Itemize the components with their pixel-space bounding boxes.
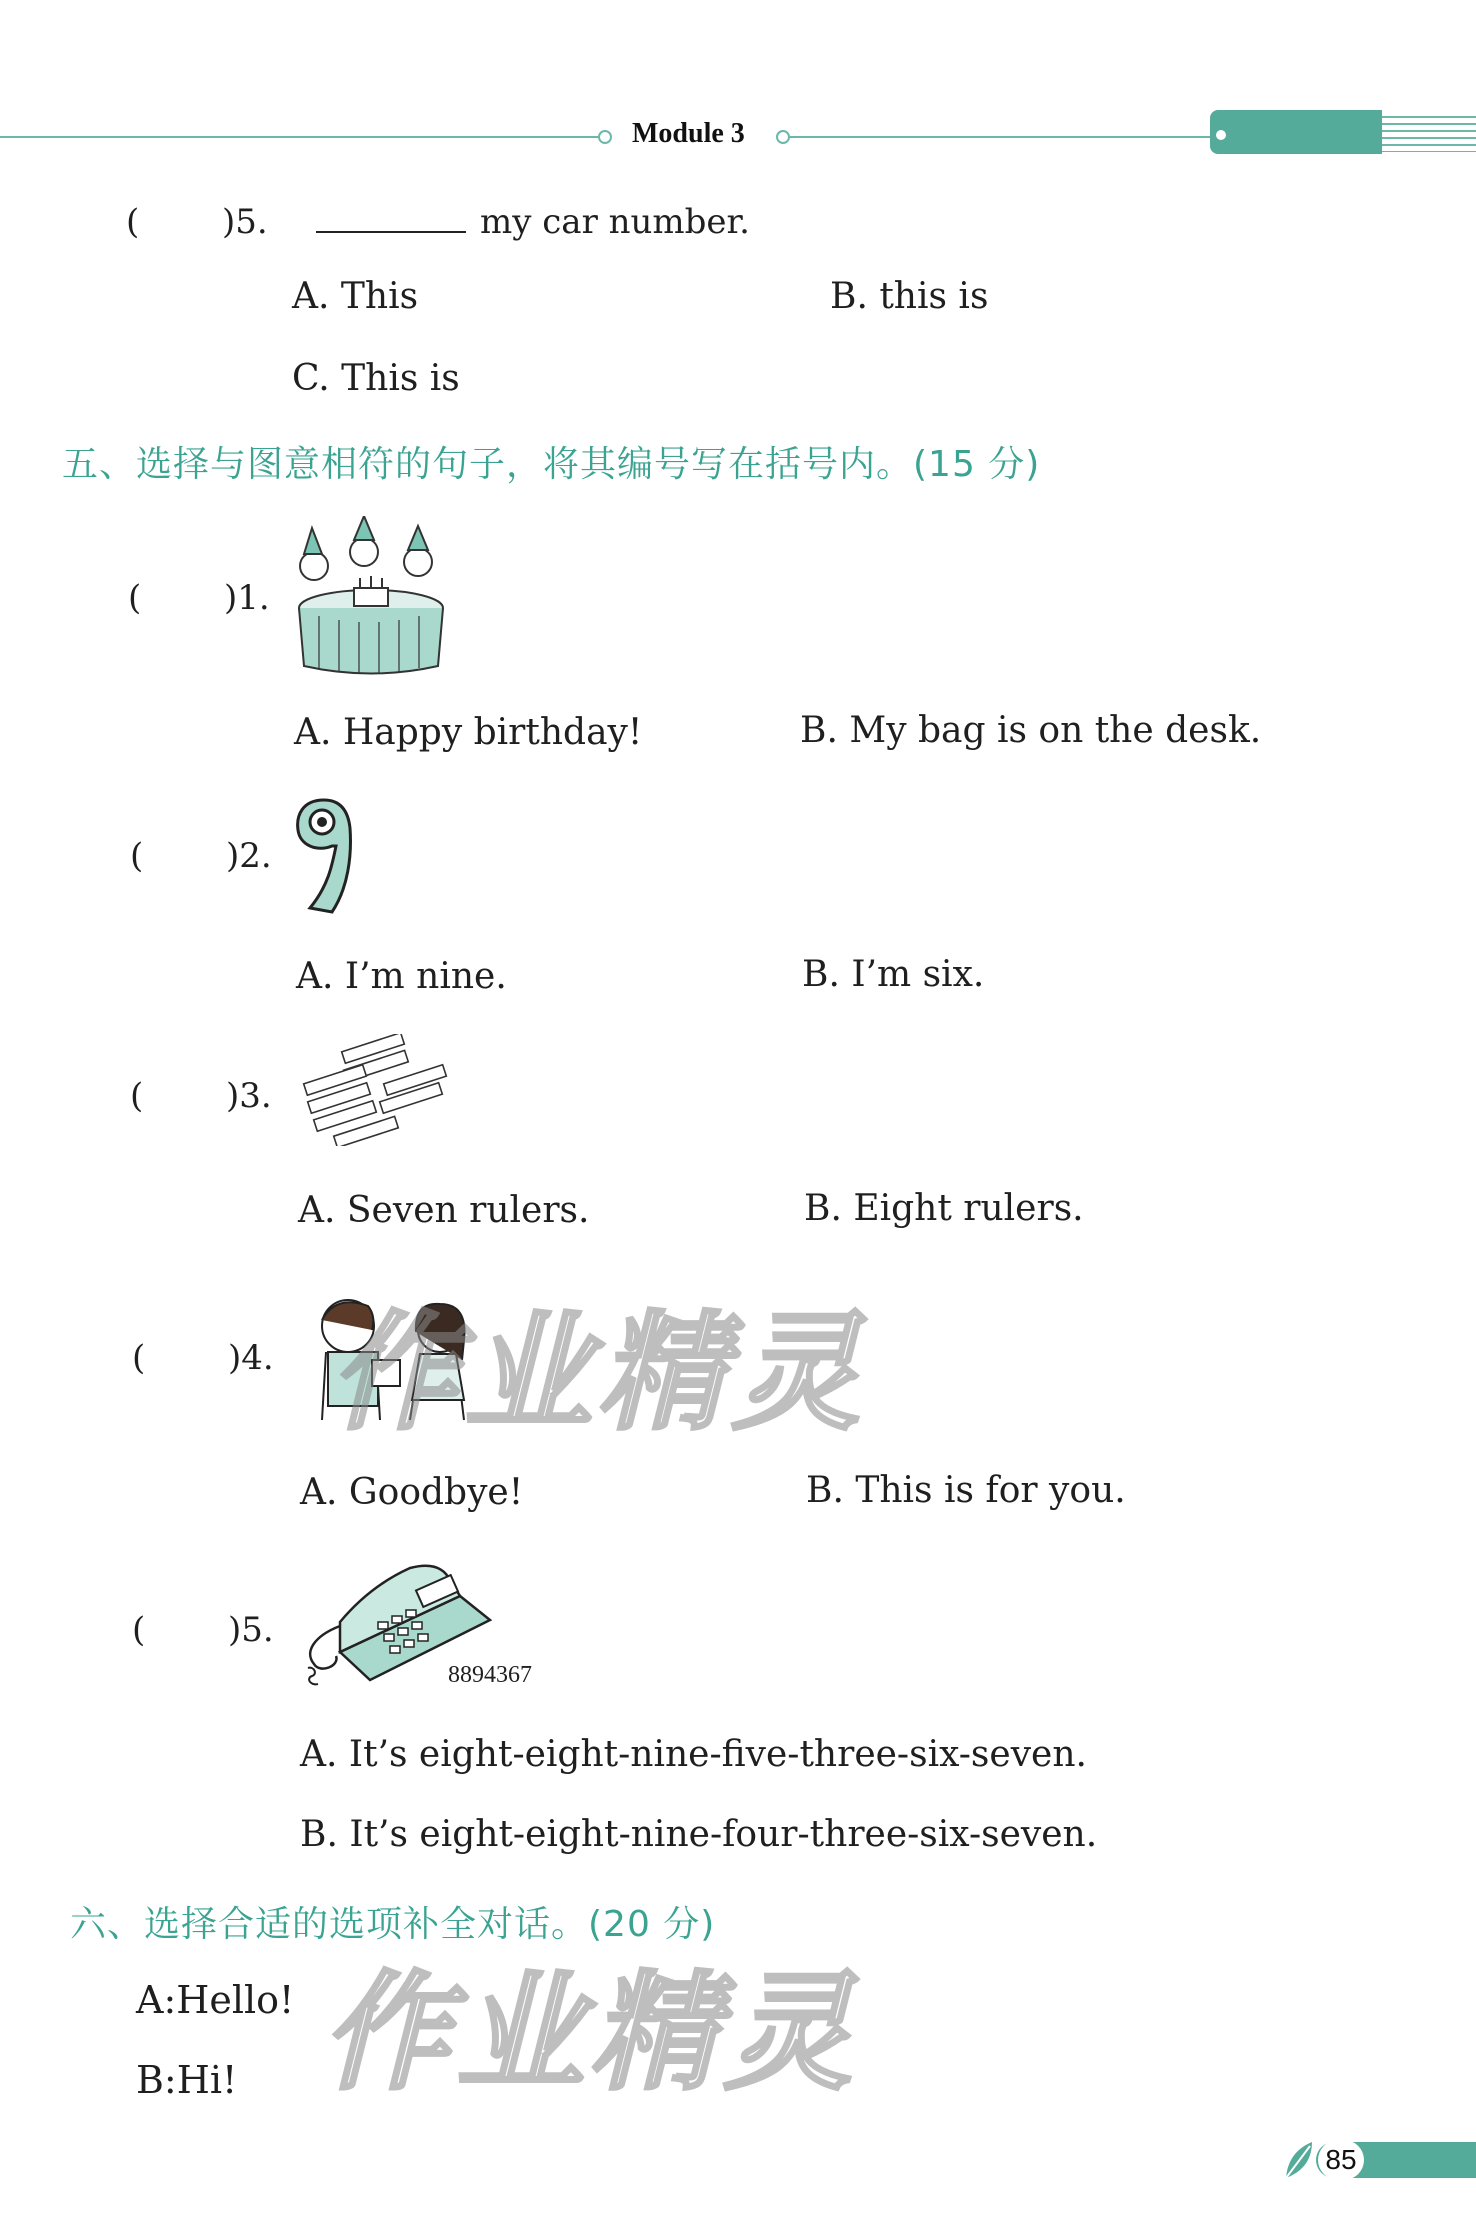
- prev-q5-option-a: A. This: [292, 276, 419, 317]
- header-rule-left: [0, 136, 600, 138]
- s5-q5-option-a: A. It’s eight-eight-nine-five-three-six-seven.: [300, 1734, 1087, 1775]
- page-number: 85: [1318, 2140, 1364, 2180]
- s5-q3-bracket: ( )3.: [130, 1076, 272, 1116]
- dialog-line-a: A:Hello!: [136, 1978, 295, 2022]
- s5-q2-option-b: B. I’m six.: [802, 954, 985, 995]
- watermark-upper: 作业精灵: [330, 1299, 867, 1448]
- s5-q3-option-a: A. Seven rulers.: [298, 1190, 590, 1231]
- s5-q2-bracket: ( )2.: [130, 836, 272, 876]
- section6-title: 六、选择合适的选项补全对话。(20 分): [70, 1904, 716, 1945]
- s5-q4-bracket: ( )4.: [132, 1338, 274, 1378]
- number-nine-picture: [292, 796, 356, 916]
- module-title: Module 3: [632, 118, 745, 149]
- answer-blank: [316, 203, 466, 233]
- prev-q5-answer-bracket: ( )5.: [126, 202, 268, 242]
- s5-q1-option-a: A. Happy birthday!: [294, 712, 643, 753]
- prev-q5-option-c: C. This is: [292, 358, 460, 399]
- s5-q2-option-a: A. I’m nine.: [296, 956, 507, 997]
- leaf-icon: [1282, 2138, 1318, 2182]
- header-rule-right: [790, 136, 1220, 138]
- s5-q4-option-a: A. Goodbye!: [300, 1472, 524, 1513]
- section5-title: 五、选择与图意相符的句子，将其编号写在括号内。(15 分): [62, 444, 1041, 485]
- s5-q3-option-b: B. Eight rulers.: [804, 1188, 1084, 1229]
- prev-q5-option-b: B. this is: [830, 276, 989, 317]
- s5-q5-option-b: B. It’s eight-eight-nine-four-three-six-seven.: [300, 1814, 1098, 1855]
- dialog-line-b: B:Hi!: [136, 2058, 238, 2102]
- s5-q1-option-b: B. My bag is on the desk.: [800, 710, 1262, 751]
- prev-q5-stem: my car number.: [308, 202, 750, 242]
- header-tab-dot: [1216, 130, 1226, 140]
- rulers-picture: [294, 1034, 454, 1146]
- header-stripes: [1382, 116, 1476, 152]
- watermark-lower: 作业精灵: [322, 1959, 859, 2108]
- header-dot-left: [598, 130, 612, 144]
- phone-number-label: 8894367: [448, 1662, 532, 1688]
- s5-q5-bracket: ( )5.: [132, 1610, 274, 1650]
- s5-q1-bracket: ( )1.: [128, 578, 270, 618]
- header-tab: [1210, 110, 1382, 154]
- birthday-party-picture: [294, 516, 448, 676]
- s5-q4-option-b: B. This is for you.: [806, 1470, 1126, 1511]
- header-dot-right: [776, 130, 790, 144]
